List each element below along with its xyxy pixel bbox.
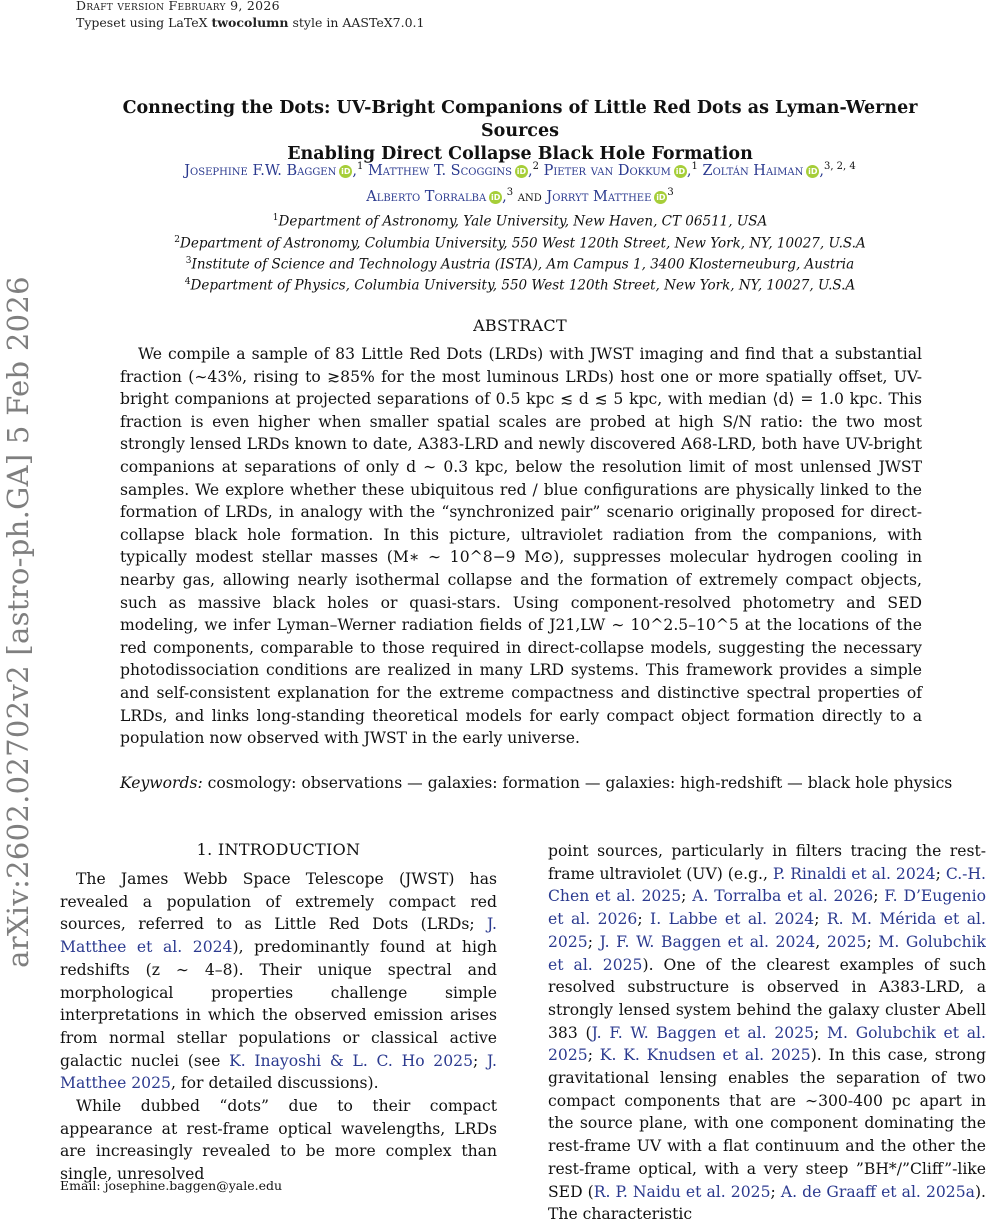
affiliation: $^1$Department of Astronomy, Yale University, New Haven, CT 06511, USA <box>272 213 768 230</box>
orcid-icon[interactable]: iD <box>490 192 501 202</box>
citation-link[interactable]: J. F. W. Baggen et al. 2024 <box>599 932 816 951</box>
intro-paragraph-2: While dubbed “dots” due to their compact appearance at rest-frame optical wavelengths, LRDs are increasingly revealed to be more complex than single, unresolved <box>60 1097 497 1184</box>
typeset-note: Typeset using LaTeX twocolumn style in AASTeX7.0.1 <box>76 15 425 30</box>
author-list: Josephine F.W. Baggen iD ,$^1$ Matthew T. Scoggins iD ,$^2$ Pieter van Dokkum iD ,$^1$ Zoltán Haiman iD ,$^{3, 2, 4}$ Alberto Torralba iD ,$^3$ and Jorryt Matthee iD $^3$ <box>184 161 856 205</box>
citation-link[interactable]: M. Golubchik et al. 2025 <box>548 932 986 974</box>
author-link[interactable]: Jorryt Matthee <box>546 188 652 205</box>
orcid-icon[interactable]: iD <box>341 166 351 176</box>
intro-paragraph-1: The James Webb Space Telescope (JWST) has revealed a population of extremely compact red sources, referred to as Little Red Dots (LRDs; J. Matthee et al. 2024), predominantly found at high redshifts (z ∼ 4–8). Their unique spectral and morphological properties challenge simple interpretations in which the observed emission arises from normal stellar populations or classical active galactic nuclei (see K. Inayoshi & L. C. Ho 2025; J. Matthee 2025, for detailed discussions). <box>60 870 497 1093</box>
citation-link[interactable]: C.-H. Chen et al. 2025 <box>548 864 986 906</box>
intro-paragraph-continued: point sources, particularly in filters tracing the rest-frame ultraviolet (UV) (e.g., P. Rinaldi et al. 2024; C.-H. Chen et al. 2025; A. Torralba et al. 2026; F. D’Eugenio et al. 2026; I. Labbe et al. 2024; R. M. Mérida et al. 2025; J. F. W. Baggen et al. 2024, 2025; M. Golubchik et al. 2025). One of the clearest examples of such resolved substructure is observed in A383-LRD, a strongly lensed system behind the galaxy cluster Abell 383 (J. F. W. Baggen et al. 2025; M. Golubchik et al. 2025; K. K. Knudsen et al. 2025). In this case, strong gravitational lensing enables the separation of two compact components that are ∼300-400 pc apart in the source plane, with one component dominating the rest-frame UV with a flat continuum and the other the rest-frame optical, with a very steep ”BH*/”Cliff”-like SED (R. P. Naidu et al. 2025; A. de Graaff et al. 2025a). The characteristic <box>548 842 986 1224</box>
citation-link[interactable]: F. D’Eugenio et al. 2026 <box>548 887 986 929</box>
citation-link[interactable]: I. Labbe et al. 2024 <box>650 910 815 929</box>
abstract-text: We compile a sample of 83 Little Red Dots (LRDs) with JWST imaging and find that a substantial fraction (∼43%, rising to ≳85% for the most luminous LRDs) host one or more spatially offset, UV-bright companions at projected separations of 0.5 kpc ≲ d ≲ 5 kpc, with median ⟨d⟩ = 1.0 kpc. This fraction is even higher when smaller spatial scales are probed at high S/N ratio: the two most strongly lensed LRDs known to date, A383-LRD and newly discovered A68-LRD, both have UV-bright companions at separations of only d ∼ 0.3 kpc, below the resolution limit of most unlensed JWST samples. We explore whether these ubiquitous red / blue configurations are physically linked to the formation of LRDs, in analogy with the “synchronized pair” scenario originally proposed for direct-collapse black hole formation. In this picture, ultraviolet radiation from the companions, with typically modest stellar masses (M∗ ∼ 10^8−9 M⊙), suppresses molecular hydrogen cooling in nearby gas, allowing nearly isothermal collapse and the formation of extremely compact objects, such as massive black holes or quasi-stars. Using component-resolved photometry and SED modeling, we infer Lyman–Werner radiation fields of J21,LW ∼ 10^2.5–10^5 at the locations of the red components, comparable to those required in direct-collapse models, suggesting the necessary photodissociation conditions are realized in many LRD systems. This framework provides a simple and self-consistent explanation for the extreme compactness and distinctive spectral properties of LRDs, and links long-standing theoretical models for early compact object formation directly to a population now observed with JWST in the early universe. <box>120 345 922 748</box>
author-conjunction: and <box>517 188 542 205</box>
citation-link[interactable]: J. F. W. Baggen et al. 2025 <box>591 1023 815 1042</box>
orcid-icon[interactable]: iD <box>516 166 527 176</box>
affiliation: $^2$Department of Astronomy, Columbia University, 550 West 120th Street, New York, NY, 10027, U.S.A <box>174 235 866 252</box>
abstract-heading: ABSTRACT <box>473 316 567 335</box>
author-link[interactable]: Pieter van Dokkum <box>543 162 671 179</box>
section-heading: 1. INTRODUCTION <box>196 840 361 859</box>
paper-title: Connecting the Dots: UV-Bright Companions of Little Red Dots as Lyman-Werner Sources Enabling Direct Collapse Black Hole Formation <box>122 98 918 164</box>
author-link[interactable]: Zoltán Haiman <box>702 162 804 179</box>
citation-link[interactable]: A. Torralba et al. 2026 <box>692 887 874 906</box>
citation-link[interactable]: 2025 <box>826 932 867 951</box>
citation-link[interactable]: J. Matthee et al. 2024 <box>60 915 497 957</box>
orcid-icon[interactable]: iD <box>808 166 818 176</box>
affiliation: $^3$Institute of Science and Technology Austria (ISTA), Am Campus 1, 3400 Klosterneuburg, Austria <box>185 256 855 273</box>
right-column <box>548 840 986 1226</box>
citation-link[interactable]: J. Matthee 2025 <box>60 1051 497 1093</box>
citation-link[interactable]: M. Golubchik et al. 2025 <box>548 1023 986 1065</box>
citation-link[interactable]: R. M. Mérida et al. 2025 <box>548 910 986 951</box>
citation-link[interactable]: R. P. Naidu et al. 2025 <box>593 1182 771 1201</box>
left-column <box>60 868 497 1186</box>
citation-link[interactable]: K. K. Knudsen et al. 2025 <box>599 1046 811 1065</box>
affiliation: $^4$Department of Physics, Columbia University, 550 West 120th Street, New York, NY, 10027, U.S.A <box>184 277 856 294</box>
arxiv-sidebar <box>0 262 38 982</box>
draft-version: Draft version February 9, 2026 <box>76 0 280 13</box>
citation-link[interactable]: K. Inayoshi & L. C. Ho 2025 <box>229 1051 473 1070</box>
keywords <box>120 772 986 794</box>
keywords-list: cosmology: observations — galaxies: formation — galaxies: high-redshift — black hole physics <box>207 774 953 792</box>
arxiv-identifier: arXiv:2602.02702v2 [astro-ph.GA] 5 Feb 2026 <box>1 276 35 968</box>
citation-link[interactable]: A. de Graaff et al. 2025a <box>780 1182 975 1201</box>
corresponding-email: Email: josephine.baggen@yale.edu <box>60 1178 283 1193</box>
orcid-icon[interactable]: iD <box>675 166 686 176</box>
author-link[interactable]: Matthew T. Scoggins <box>367 162 512 179</box>
keywords-label: Keywords: <box>120 774 203 792</box>
running-header <box>76 0 424 31</box>
author-link[interactable]: Alberto Torralba <box>366 188 487 205</box>
author-link[interactable]: Josephine F.W. Baggen <box>184 162 337 179</box>
citation-link[interactable]: P. Rinaldi et al. 2024 <box>772 864 936 883</box>
orcid-icon[interactable]: iD <box>656 192 666 202</box>
